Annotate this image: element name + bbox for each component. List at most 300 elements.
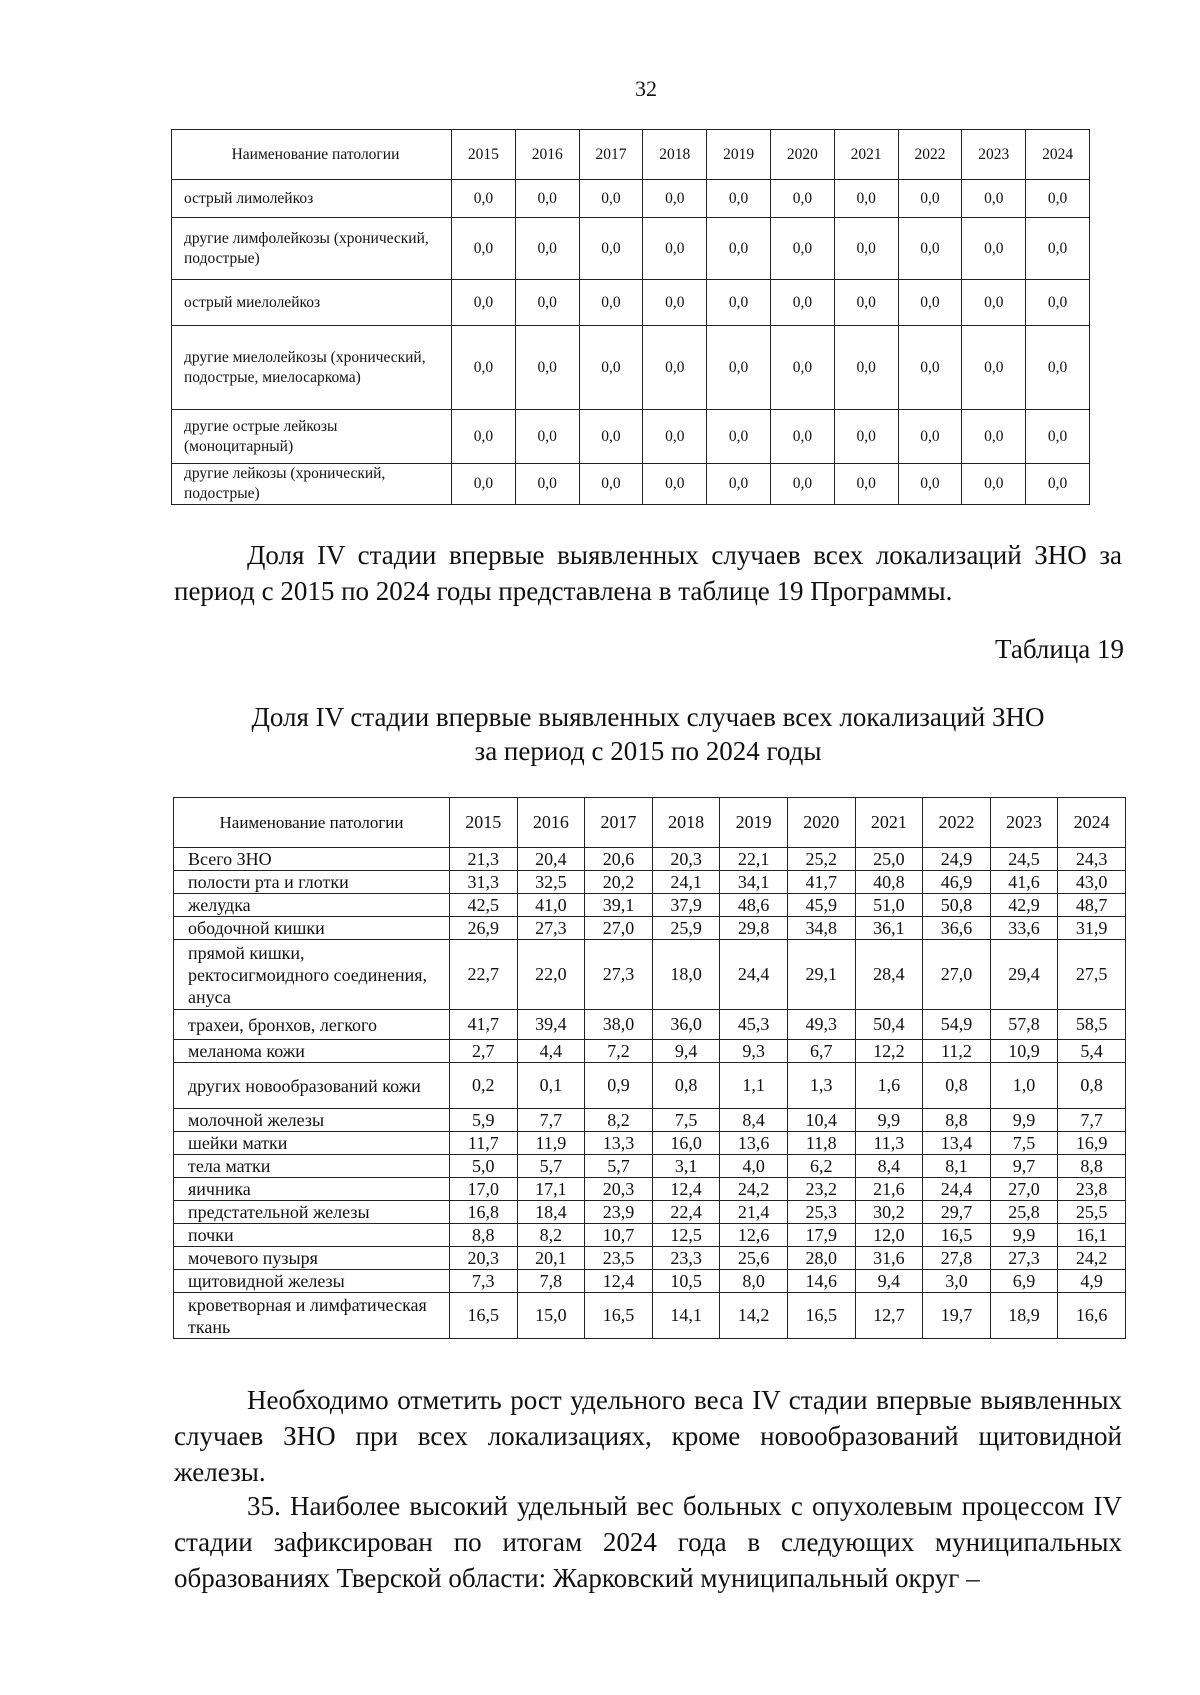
value-cell: 4,0 [720, 1155, 788, 1178]
table-row [174, 1063, 1126, 1109]
value-cell: 23,5 [585, 1247, 653, 1270]
value-cell: 1,3 [787, 1063, 855, 1109]
value-cell: 0,0 [707, 280, 771, 326]
header-cell: 2020 [770, 130, 834, 180]
header-cell: 2024 [1058, 798, 1126, 848]
value-cell: 7,3 [450, 1270, 518, 1293]
value-cell: 8,2 [585, 1109, 653, 1132]
value-cell: 23,3 [652, 1247, 720, 1270]
value-cell: 20,6 [585, 848, 653, 871]
table-row [172, 326, 1090, 410]
value-cell: 0,0 [770, 180, 834, 218]
value-cell: 18,9 [990, 1293, 1058, 1339]
value-cell: 50,8 [923, 894, 991, 917]
value-cell: 8,4 [720, 1109, 788, 1132]
header-cell: 2023 [990, 798, 1058, 848]
value-cell: 12,2 [855, 1040, 923, 1063]
pathology-name-cell: трахеи, бронхов, легкого [174, 1010, 450, 1040]
value-cell: 24,1 [652, 871, 720, 894]
table-row [174, 1040, 1126, 1063]
table-row [174, 894, 1126, 917]
value-cell: 0,0 [962, 410, 1026, 464]
value-cell: 27,0 [585, 917, 653, 940]
table-row [174, 1293, 1126, 1339]
table-row [174, 1224, 1126, 1247]
value-cell: 5,9 [450, 1109, 518, 1132]
value-cell: 0,0 [643, 410, 707, 464]
value-cell: 20,4 [517, 848, 585, 871]
value-cell: 16,5 [450, 1293, 518, 1339]
table-row [174, 1155, 1126, 1178]
value-cell: 48,6 [720, 894, 788, 917]
table-row [172, 410, 1090, 464]
value-cell: 18,0 [652, 940, 720, 1010]
value-cell: 0,0 [515, 180, 579, 218]
value-cell: 20,3 [450, 1247, 518, 1270]
value-cell: 0,0 [962, 218, 1026, 280]
value-cell: 0,0 [643, 180, 707, 218]
value-cell: 54,9 [923, 1010, 991, 1040]
value-cell: 21,3 [450, 848, 518, 871]
value-cell: 0,0 [707, 180, 771, 218]
value-cell: 7,2 [585, 1040, 653, 1063]
value-cell: 42,5 [450, 894, 518, 917]
value-cell: 12,7 [855, 1293, 923, 1339]
value-cell: 16,1 [1058, 1224, 1126, 1247]
value-cell: 0,0 [1026, 180, 1090, 218]
value-cell: 48,7 [1058, 894, 1126, 917]
value-cell: 24,4 [720, 940, 788, 1010]
value-cell: 20,2 [585, 871, 653, 894]
value-cell: 7,7 [517, 1109, 585, 1132]
header-cell: 2022 [923, 798, 991, 848]
header-cell: 2017 [585, 798, 653, 848]
value-cell: 40,8 [855, 871, 923, 894]
value-cell: 20,3 [585, 1178, 653, 1201]
pathology-name-cell: Всего ЗНО [174, 848, 450, 871]
value-cell: 10,4 [787, 1109, 855, 1132]
value-cell: 0,0 [962, 180, 1026, 218]
table-row [172, 464, 1090, 505]
value-cell: 0,0 [770, 410, 834, 464]
pathology-name-cell: желудка [174, 894, 450, 917]
value-cell: 28,0 [787, 1247, 855, 1270]
value-cell: 9,9 [855, 1109, 923, 1132]
table-row [174, 917, 1126, 940]
value-cell: 11,8 [787, 1132, 855, 1155]
value-cell: 0,0 [579, 410, 643, 464]
value-cell: 8,2 [517, 1224, 585, 1247]
value-cell: 6,9 [990, 1270, 1058, 1293]
value-cell: 36,0 [652, 1010, 720, 1040]
value-cell: 17,1 [517, 1178, 585, 1201]
value-cell: 12,4 [585, 1270, 653, 1293]
value-cell: 0,0 [452, 410, 516, 464]
value-cell: 8,8 [923, 1109, 991, 1132]
value-cell: 16,6 [1058, 1293, 1126, 1339]
value-cell: 12,5 [652, 1224, 720, 1247]
value-cell: 45,3 [720, 1010, 788, 1040]
value-cell: 0,0 [898, 326, 962, 410]
value-cell: 8,8 [1058, 1155, 1126, 1178]
pathology-name-cell: других новообразований кожи [174, 1063, 450, 1109]
pathology-name-cell: другие миелолейкозы (хронический, подострые, миелосаркома) [172, 326, 452, 410]
value-cell: 22,7 [450, 940, 518, 1010]
value-cell: 0,0 [643, 218, 707, 280]
table-header-row [174, 798, 1126, 848]
value-cell: 0,0 [898, 464, 962, 505]
value-cell: 29,1 [787, 940, 855, 1010]
value-cell: 16,5 [585, 1293, 653, 1339]
value-cell: 14,1 [652, 1293, 720, 1339]
value-cell: 11,7 [450, 1132, 518, 1155]
value-cell: 24,5 [990, 848, 1058, 871]
value-cell: 25,8 [990, 1201, 1058, 1224]
header-cell: 2021 [855, 798, 923, 848]
value-cell: 0,9 [585, 1063, 653, 1109]
value-cell: 4,4 [517, 1040, 585, 1063]
value-cell: 42,9 [990, 894, 1058, 917]
value-cell: 20,1 [517, 1247, 585, 1270]
header-cell: 2019 [707, 130, 771, 180]
value-cell: 0,0 [834, 218, 898, 280]
value-cell: 0,0 [579, 180, 643, 218]
table-header-row [172, 130, 1090, 180]
pathology-name-cell: щитовидной железы [174, 1270, 450, 1293]
value-cell: 9,4 [652, 1040, 720, 1063]
pathology-name-cell: другие лимфолейкозы (хронический, подострые) [172, 218, 452, 280]
pathology-name-cell: ободочной кишки [174, 917, 450, 940]
value-cell: 25,5 [1058, 1201, 1126, 1224]
header-cell: 2016 [517, 798, 585, 848]
value-cell: 8,4 [855, 1155, 923, 1178]
pathology-name-cell: почки [174, 1224, 450, 1247]
value-cell: 31,6 [855, 1247, 923, 1270]
table-title-line: Доля IV стадии впервые выявленных случаев всех локализаций ЗНО [251, 702, 1045, 732]
value-cell: 0,8 [652, 1063, 720, 1109]
value-cell: 0,0 [515, 464, 579, 505]
value-cell: 15,0 [517, 1293, 585, 1339]
value-cell: 50,4 [855, 1010, 923, 1040]
value-cell: 5,7 [585, 1155, 653, 1178]
value-cell: 0,0 [452, 280, 516, 326]
header-cell: 2021 [834, 130, 898, 180]
value-cell: 2,7 [450, 1040, 518, 1063]
value-cell: 17,0 [450, 1178, 518, 1201]
value-cell: 39,4 [517, 1010, 585, 1040]
value-cell: 29,4 [990, 940, 1058, 1010]
pathology-name-cell: другие лейкозы (хронический, подострые) [172, 464, 452, 505]
value-cell: 0,0 [834, 180, 898, 218]
table-title-line: за период с 2015 по 2024 годы [474, 736, 822, 766]
value-cell: 13,3 [585, 1132, 653, 1155]
value-cell: 27,3 [517, 917, 585, 940]
header-cell: 2019 [720, 798, 788, 848]
value-cell: 0,0 [898, 180, 962, 218]
value-cell: 7,8 [517, 1270, 585, 1293]
paragraph-intro: Доля IV стадии впервые выявленных случаев всех локализаций ЗНО за период с 2015 по 2024 годы представлена в таблице 19 Программы. [174, 540, 1122, 606]
table-row [172, 180, 1090, 218]
value-cell: 27,0 [990, 1178, 1058, 1201]
value-cell: 41,7 [787, 871, 855, 894]
header-cell: Наименование патологии [174, 798, 450, 848]
value-cell: 26,9 [450, 917, 518, 940]
value-cell: 14,6 [787, 1270, 855, 1293]
value-cell: 5,0 [450, 1155, 518, 1178]
pathology-name-cell: тела матки [174, 1155, 450, 1178]
value-cell: 13,6 [720, 1132, 788, 1155]
value-cell: 27,8 [923, 1247, 991, 1270]
value-cell: 0,0 [1026, 464, 1090, 505]
value-cell: 24,3 [1058, 848, 1126, 871]
header-cell: Наименование патологии [172, 130, 452, 180]
table-row [174, 1270, 1126, 1293]
value-cell: 14,2 [720, 1293, 788, 1339]
value-cell: 19,7 [923, 1293, 991, 1339]
table-row [174, 1109, 1126, 1132]
value-cell: 0,0 [579, 218, 643, 280]
pathology-name-cell: молочной железы [174, 1109, 450, 1132]
value-cell: 7,5 [990, 1132, 1058, 1155]
value-cell: 21,6 [855, 1178, 923, 1201]
value-cell: 22,1 [720, 848, 788, 871]
value-cell: 0,0 [643, 280, 707, 326]
value-cell: 7,5 [652, 1109, 720, 1132]
header-cell: 2015 [452, 130, 516, 180]
table-row [172, 218, 1090, 280]
value-cell: 1,1 [720, 1063, 788, 1109]
value-cell: 27,3 [585, 940, 653, 1010]
value-cell: 31,9 [1058, 917, 1126, 940]
value-cell: 0,2 [450, 1063, 518, 1109]
value-cell: 9,4 [855, 1270, 923, 1293]
value-cell: 32,5 [517, 871, 585, 894]
value-cell: 51,0 [855, 894, 923, 917]
value-cell: 0,0 [898, 410, 962, 464]
value-cell: 8,1 [923, 1155, 991, 1178]
value-cell: 57,8 [990, 1010, 1058, 1040]
header-cell: 2018 [652, 798, 720, 848]
table-row [174, 848, 1126, 871]
value-cell: 0,0 [898, 218, 962, 280]
value-cell: 0,0 [770, 280, 834, 326]
value-cell: 16,5 [923, 1224, 991, 1247]
value-cell: 4,9 [1058, 1270, 1126, 1293]
value-cell: 0,0 [770, 218, 834, 280]
value-cell: 12,6 [720, 1224, 788, 1247]
value-cell: 36,1 [855, 917, 923, 940]
value-cell: 0,8 [923, 1063, 991, 1109]
value-cell: 29,7 [923, 1201, 991, 1224]
pathology-name-cell: мочевого пузыря [174, 1247, 450, 1270]
value-cell: 0,0 [1026, 326, 1090, 410]
value-cell: 28,4 [855, 940, 923, 1010]
value-cell: 18,4 [517, 1201, 585, 1224]
value-cell: 6,7 [787, 1040, 855, 1063]
value-cell: 8,8 [450, 1224, 518, 1247]
value-cell: 9,9 [990, 1109, 1058, 1132]
value-cell: 21,4 [720, 1201, 788, 1224]
value-cell: 13,4 [923, 1132, 991, 1155]
value-cell: 0,0 [1026, 218, 1090, 280]
header-cell: 2015 [450, 798, 518, 848]
value-cell: 8,0 [720, 1270, 788, 1293]
value-cell: 41,7 [450, 1010, 518, 1040]
value-cell: 24,2 [1058, 1247, 1126, 1270]
value-cell: 16,9 [1058, 1132, 1126, 1155]
value-cell: 23,9 [585, 1201, 653, 1224]
value-cell: 0,0 [707, 464, 771, 505]
pathology-name-cell: другие острые лейкозы (моноцитарный) [172, 410, 452, 464]
value-cell: 0,0 [962, 326, 1026, 410]
value-cell: 12,0 [855, 1224, 923, 1247]
value-cell: 12,4 [652, 1178, 720, 1201]
value-cell: 16,0 [652, 1132, 720, 1155]
value-cell: 0,0 [515, 326, 579, 410]
value-cell: 0,0 [452, 180, 516, 218]
value-cell: 9,9 [990, 1224, 1058, 1247]
value-cell: 25,2 [787, 848, 855, 871]
value-cell: 0,0 [707, 410, 771, 464]
header-cell: 2020 [787, 798, 855, 848]
table-row [174, 1247, 1126, 1270]
pathology-name-cell: предстательной железы [174, 1201, 450, 1224]
paragraph-note: Необходимо отметить рост удельного веса IV стадии впервые выявленных случаев ЗНО при всех локализациях, кроме новообразований щитовидной железы. [174, 1385, 1122, 1487]
value-cell: 39,1 [585, 894, 653, 917]
value-cell: 0,0 [579, 326, 643, 410]
value-cell: 25,6 [720, 1247, 788, 1270]
value-cell: 20,3 [652, 848, 720, 871]
value-cell: 34,1 [720, 871, 788, 894]
value-cell: 49,3 [787, 1010, 855, 1040]
value-cell: 27,5 [1058, 940, 1126, 1010]
value-cell: 10,5 [652, 1270, 720, 1293]
value-cell: 22,0 [517, 940, 585, 1010]
value-cell: 17,9 [787, 1224, 855, 1247]
value-cell: 43,0 [1058, 871, 1126, 894]
value-cell: 0,0 [515, 218, 579, 280]
pathology-name-cell: прямой кишки, ректосигмоидного соединения, ануса [174, 940, 450, 1010]
header-cell: 2016 [515, 130, 579, 180]
value-cell: 37,9 [652, 894, 720, 917]
pathology-name-cell: острый лимолейкоз [172, 180, 452, 218]
value-cell: 25,3 [787, 1201, 855, 1224]
table-row [174, 940, 1126, 1010]
value-cell: 38,0 [585, 1010, 653, 1040]
value-cell: 27,0 [923, 940, 991, 1010]
table-row [174, 871, 1126, 894]
value-cell: 0,0 [643, 464, 707, 505]
leukemia-table [171, 129, 1090, 505]
value-cell: 9,7 [990, 1155, 1058, 1178]
pathology-name-cell: шейки матки [174, 1132, 450, 1155]
value-cell: 0,0 [834, 326, 898, 410]
value-cell: 0,0 [515, 410, 579, 464]
value-cell: 0,0 [707, 326, 771, 410]
value-cell: 3,1 [652, 1155, 720, 1178]
value-cell: 0,0 [643, 326, 707, 410]
value-cell: 29,8 [720, 917, 788, 940]
value-cell: 30,2 [855, 1201, 923, 1224]
value-cell: 41,6 [990, 871, 1058, 894]
table-row [174, 1132, 1126, 1155]
pathology-name-cell: меланома кожи [174, 1040, 450, 1063]
value-cell: 27,3 [990, 1247, 1058, 1270]
value-cell: 0,0 [962, 464, 1026, 505]
value-cell: 0,0 [834, 410, 898, 464]
value-cell: 10,7 [585, 1224, 653, 1247]
value-cell: 36,6 [923, 917, 991, 940]
value-cell: 22,4 [652, 1201, 720, 1224]
value-cell: 25,9 [652, 917, 720, 940]
value-cell: 7,7 [1058, 1109, 1126, 1132]
value-cell: 11,2 [923, 1040, 991, 1063]
value-cell: 5,4 [1058, 1040, 1126, 1063]
value-cell: 0,0 [579, 280, 643, 326]
pathology-name-cell: полости рта и глотки [174, 871, 450, 894]
value-cell: 11,9 [517, 1132, 585, 1155]
value-cell: 16,5 [787, 1293, 855, 1339]
value-cell: 25,0 [855, 848, 923, 871]
value-cell: 34,8 [787, 917, 855, 940]
value-cell: 0,0 [452, 464, 516, 505]
value-cell: 9,3 [720, 1040, 788, 1063]
table-title [174, 700, 1122, 768]
value-cell: 6,2 [787, 1155, 855, 1178]
header-cell: 2023 [962, 130, 1026, 180]
paragraph-item-35: 35. Наиболее высокий удельный вес больных с опухолевым процессом IV стадии зафиксирован по итогам 2024 года в следующих муниципальных образованиях Тверской области: Жарковский муниципальный округ – [174, 1491, 1122, 1593]
value-cell: 0,0 [770, 464, 834, 505]
value-cell: 23,8 [1058, 1178, 1126, 1201]
value-cell: 0,0 [834, 464, 898, 505]
value-cell: 0,0 [962, 280, 1026, 326]
value-cell: 16,8 [450, 1201, 518, 1224]
header-cell: 2022 [898, 130, 962, 180]
table-row [174, 1201, 1126, 1224]
value-cell: 31,3 [450, 871, 518, 894]
value-cell: 0,0 [898, 280, 962, 326]
value-cell: 0,0 [834, 280, 898, 326]
value-cell: 0,0 [452, 326, 516, 410]
value-cell: 0,0 [452, 218, 516, 280]
value-cell: 24,9 [923, 848, 991, 871]
pathology-name-cell: яичника [174, 1178, 450, 1201]
table-label: Таблица 19 [995, 634, 1124, 664]
table-row [172, 280, 1090, 326]
value-cell: 10,9 [990, 1040, 1058, 1063]
value-cell: 0,1 [517, 1063, 585, 1109]
value-cell: 41,0 [517, 894, 585, 917]
value-cell: 11,3 [855, 1132, 923, 1155]
value-cell: 0,8 [1058, 1063, 1126, 1109]
table-row [174, 1010, 1126, 1040]
value-cell: 46,9 [923, 871, 991, 894]
page-number: 32 [635, 76, 657, 101]
value-cell: 1,6 [855, 1063, 923, 1109]
value-cell: 58,5 [1058, 1010, 1126, 1040]
header-cell: 2024 [1026, 130, 1090, 180]
value-cell: 0,0 [1026, 280, 1090, 326]
pathology-name-cell: кроветворная и лимфатическая ткань [174, 1293, 450, 1339]
value-cell: 0,0 [707, 218, 771, 280]
pathology-name-cell: острый миелолейкоз [172, 280, 452, 326]
value-cell: 3,0 [923, 1270, 991, 1293]
stage-iv-table [173, 797, 1126, 1339]
value-cell: 45,9 [787, 894, 855, 917]
header-cell: 2017 [579, 130, 643, 180]
value-cell: 24,4 [923, 1178, 991, 1201]
value-cell: 0,0 [515, 280, 579, 326]
